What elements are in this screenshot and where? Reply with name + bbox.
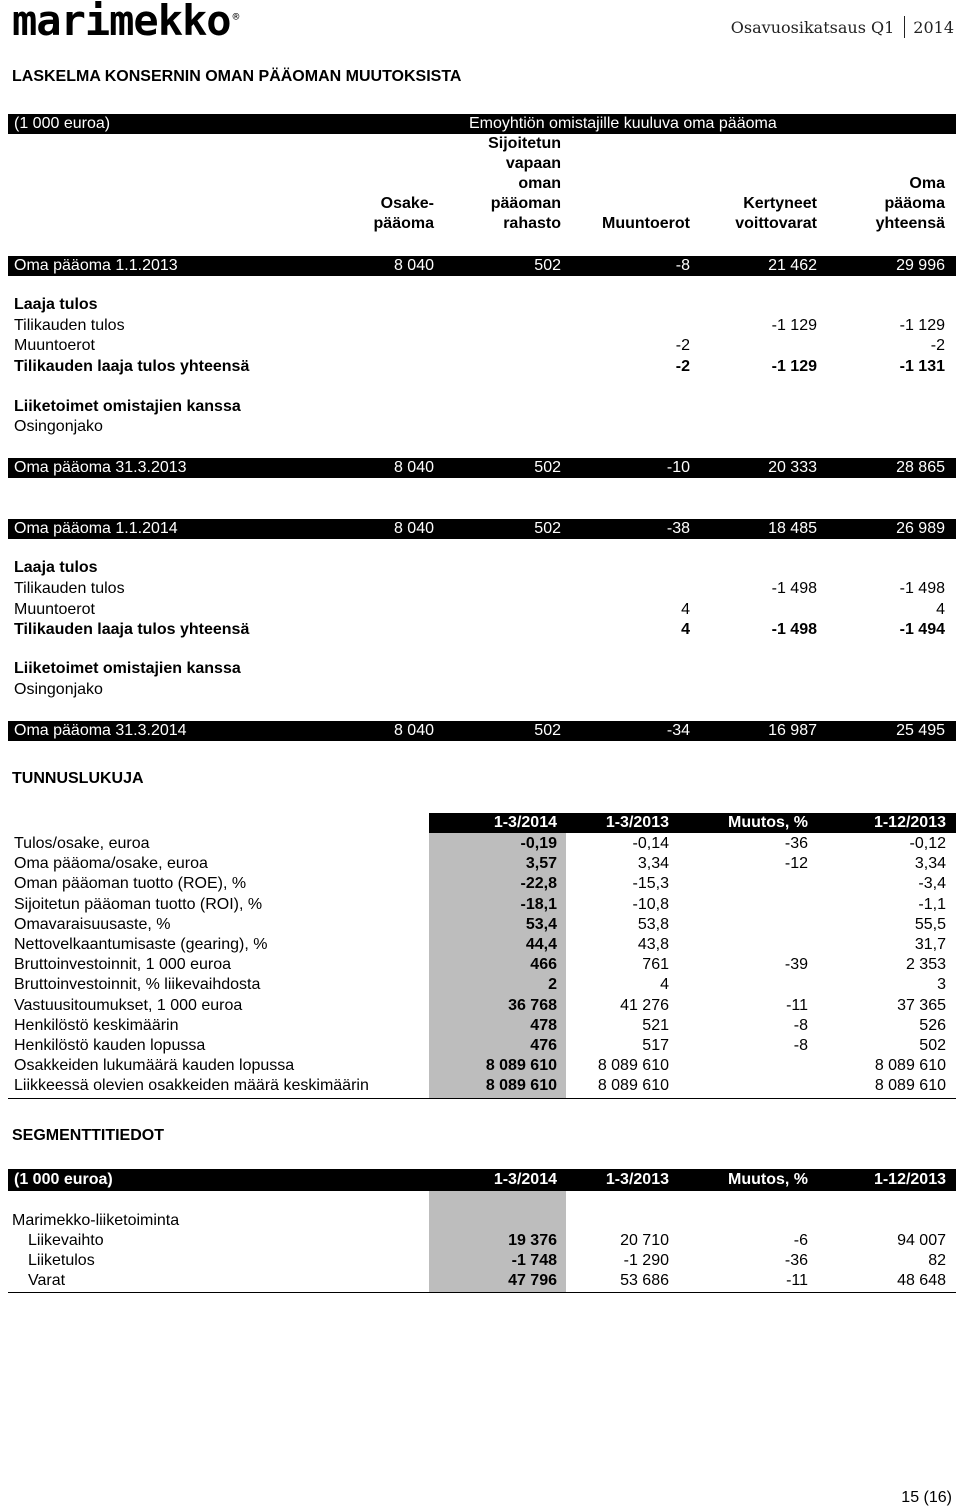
page-number: 15 (16) — [901, 1489, 952, 1506]
report-name: Osavuosikatsaus Q1 — [730, 18, 895, 37]
equity-group-header: Emoyhtiön omistajille kuuluva oma pääoma — [469, 115, 777, 132]
equity-cell: -10 — [666, 459, 690, 476]
equity-cell: 4 — [681, 601, 690, 618]
kpi-cell: 3,34 — [637, 855, 669, 873]
equity-row-label: Oma pääoma 1.1.2013 — [14, 257, 178, 274]
kpi-row-label: Osakkeiden lukumäärä kauden lopussa — [14, 1057, 295, 1075]
equity-col-header-line: voittovarat — [735, 215, 817, 232]
report-year: 2014 — [913, 18, 954, 37]
kpi-cell: 44,4 — [525, 936, 557, 953]
segment-cell: 94 007 — [897, 1232, 946, 1249]
equity-row — [8, 519, 956, 539]
kpi-cell: 8 089 610 — [874, 1057, 946, 1075]
kpi-cell: -15,3 — [632, 875, 669, 893]
equity-col-header-line: Muuntoerot — [602, 215, 690, 232]
equity-col-header — [677, 194, 817, 234]
equity-cell: -1 494 — [899, 621, 945, 638]
kpi-cell: 3,57 — [525, 855, 557, 873]
equity-cell: -1 129 — [771, 358, 817, 375]
equity-col-header — [421, 134, 561, 234]
kpi-cell: 41 276 — [620, 996, 669, 1014]
segment-row-label: Liiketulos — [28, 1252, 95, 1269]
kpi-row-label: Henkilöstö kauden lopussa — [14, 1037, 206, 1054]
equity-cell: -2 — [675, 337, 690, 354]
kpi-cell: 517 — [642, 1037, 669, 1054]
segment-cell: 82 — [928, 1252, 946, 1269]
equity-unit: (1 000 euroa) — [14, 115, 111, 132]
registered-mark: ® — [232, 10, 239, 23]
segment-row — [8, 1231, 956, 1251]
equity-row-label: Tilikauden laaja tulos yhteensä — [14, 358, 250, 375]
kpi-row-label: Oma pääoma/osake, euroa — [14, 855, 208, 873]
equity-cell: -1 498 — [771, 580, 817, 597]
kpi-cell: 2 353 — [905, 956, 946, 974]
equity-row — [8, 721, 956, 741]
equity-row — [8, 295, 956, 315]
equity-col-header-line: Kertyneet — [743, 195, 817, 212]
kpi-cell: -10,8 — [632, 895, 669, 913]
kpi-cell: 53,4 — [525, 915, 557, 933]
kpi-row — [8, 996, 956, 1016]
equity-row-label: Osingonjako — [14, 681, 103, 698]
kpi-row — [8, 874, 956, 894]
kpi-bottom-rule — [8, 1098, 956, 1099]
kpi-row — [8, 895, 956, 915]
equity-cell: 502 — [534, 459, 561, 476]
equity-row-label: Tilikauden tulos — [14, 580, 125, 597]
equity-row-label: Laaja tulos — [14, 296, 98, 313]
kpi-row-label: Sijoitetun pääoman tuotto (ROI), % — [14, 895, 263, 913]
equity-cell: 8 040 — [393, 520, 434, 537]
equity-header-bar — [8, 114, 956, 134]
segment-cell: 20 710 — [620, 1232, 669, 1249]
title-divider — [904, 16, 905, 38]
kpi-row-label: Henkilöstö keskimäärin — [14, 1016, 179, 1034]
kpi-row — [8, 1076, 956, 1096]
segment-bottom-rule — [8, 1292, 956, 1293]
equity-cell: 8 040 — [393, 722, 434, 739]
kpi-cell: 761 — [642, 956, 669, 974]
kpi-cell: 31,7 — [914, 936, 946, 953]
equity-col-header — [294, 194, 434, 234]
equity-cell: 28 865 — [896, 459, 945, 476]
segment-col-header: 1-12/2013 — [873, 1171, 946, 1188]
segment-group-label: Marimekko-liiketoiminta — [12, 1212, 180, 1229]
segment-row — [8, 1251, 956, 1271]
kpi-row — [8, 975, 956, 995]
segment-cell: -6 — [793, 1232, 808, 1249]
equity-row — [8, 558, 956, 578]
segment-row-label: Varat — [28, 1272, 66, 1289]
equity-cell: 502 — [534, 722, 561, 739]
kpi-cell: 43,8 — [637, 936, 669, 953]
segment-col-header: 1-3/2014 — [493, 1171, 557, 1188]
kpi-cell: -8 — [793, 1016, 808, 1034]
equity-col-header-line: Oma — [909, 175, 945, 192]
kpi-row-label: Liikkeessä olevien osakkeiden määrä keskimäärin — [14, 1077, 369, 1095]
kpi-row-label: Nettovelkaantumisaste (gearing), % — [14, 936, 268, 953]
equity-row — [8, 397, 956, 417]
kpi-row — [8, 955, 956, 975]
equity-cell: 20 333 — [768, 459, 817, 476]
equity-cell: 16 987 — [768, 722, 817, 739]
equity-cell: 8 040 — [393, 257, 434, 274]
marimekko-logo: marimekko ® — [12, 0, 239, 45]
equity-cell: -1 129 — [899, 317, 945, 334]
equity-cell: -1 129 — [771, 317, 817, 334]
equity-row-label: Muuntoerot — [14, 601, 95, 618]
kpi-row — [8, 935, 956, 955]
kpi-cell: -0,19 — [520, 835, 557, 852]
kpi-col-header: 1-3/2013 — [605, 814, 669, 831]
equity-cell: 502 — [534, 520, 561, 537]
equity-col-header-line: rahasto — [503, 215, 561, 232]
kpi-cell: -1,1 — [918, 895, 946, 913]
kpi-row-label: Tulos/osake, euroa — [14, 835, 150, 852]
kpi-cell: 8 089 610 — [597, 1077, 669, 1095]
kpi-cell: -8 — [793, 1037, 808, 1054]
kpi-cell: 526 — [919, 1016, 946, 1034]
kpi-cell: 37 365 — [897, 996, 946, 1014]
kpi-cell: 8 089 610 — [485, 1057, 557, 1075]
segment-cell: -1 290 — [623, 1252, 669, 1269]
equity-col-header — [805, 174, 945, 234]
kpi-row-label: Vastuusitoumukset, 1 000 euroa — [14, 996, 243, 1014]
equity-cell: 502 — [534, 257, 561, 274]
kpi-cell: 2 — [548, 976, 557, 994]
segment-unit: (1 000 euroa) — [14, 1171, 113, 1188]
equity-row-label: Muuntoerot — [14, 337, 95, 354]
equity-row — [8, 680, 956, 700]
segment-col-header: 1-3/2013 — [605, 1171, 669, 1188]
kpi-cell: 4 — [660, 976, 669, 994]
equity-row-label: Osingonjako — [14, 418, 103, 435]
equity-col-header — [550, 214, 690, 234]
segment-cell: 53 686 — [620, 1272, 669, 1289]
equity-row-label: Oma pääoma 31.3.2013 — [14, 459, 187, 476]
segment-cell: 48 648 — [897, 1272, 946, 1289]
kpi-cell: 8 089 610 — [597, 1057, 669, 1075]
equity-cell: 4 — [936, 601, 945, 618]
kpi-cell: -18,1 — [520, 895, 557, 913]
equity-row — [8, 659, 956, 679]
kpi-col-header: 1-3/2014 — [493, 814, 557, 831]
kpi-title: TUNNUSLUKUJA — [12, 770, 144, 787]
equity-row — [8, 600, 956, 620]
equity-row-label: Oma pääoma 31.3.2014 — [14, 722, 187, 739]
equity-cell: -38 — [666, 520, 690, 537]
equity-col-header-line: yhteensä — [875, 215, 945, 232]
kpi-row — [8, 1016, 956, 1036]
kpi-cell: 8 089 610 — [485, 1077, 557, 1095]
equity-row — [8, 316, 956, 336]
equity-cell: -1 131 — [899, 358, 945, 375]
segment-cell: -11 — [786, 1272, 808, 1289]
segment-row-label: Liikevaihto — [28, 1232, 104, 1249]
kpi-row — [8, 1056, 956, 1076]
equity-col-header-line: Sijoitetun — [488, 135, 561, 152]
equity-col-header-line: pääoman — [490, 195, 561, 212]
kpi-cell: 55,5 — [914, 915, 946, 933]
segment-cell: 19 376 — [508, 1232, 557, 1249]
equity-col-header-line: pääoma — [884, 195, 945, 212]
equity-cell: -34 — [666, 722, 690, 739]
kpi-cell: 3,34 — [914, 855, 946, 873]
equity-row — [8, 620, 956, 640]
equity-cell: -1 498 — [771, 621, 817, 638]
equity-row-label: Tilikauden laaja tulos yhteensä — [14, 621, 250, 638]
kpi-row-label: Omavaraisuusaste, % — [14, 915, 171, 933]
kpi-cell: -39 — [784, 956, 808, 974]
equity-col-header-line: pääoma — [373, 215, 434, 232]
kpi-cell: 8 089 610 — [874, 1077, 946, 1095]
kpi-row-label: Bruttoinvestoinnit, 1 000 euroa — [14, 956, 232, 974]
equity-cell: 21 462 — [768, 257, 817, 274]
kpi-row — [8, 915, 956, 935]
report-title — [731, 16, 954, 38]
kpi-row-label: Bruttoinvestoinnit, % liikevaihdosta — [14, 976, 261, 994]
equity-row — [8, 579, 956, 599]
equity-row — [8, 256, 956, 276]
equity-row-label: Liiketoimet omistajien kanssa — [14, 398, 241, 415]
equity-cell: 8 040 — [393, 459, 434, 476]
equity-row-label: Oma pääoma 1.1.2014 — [14, 520, 178, 537]
kpi-col-header: 1-12/2013 — [873, 814, 946, 831]
kpi-row — [8, 854, 956, 874]
kpi-col-header: Muutos, % — [728, 814, 808, 831]
segment-title: SEGMENTTITIEDOT — [12, 1127, 164, 1144]
equity-row — [8, 336, 956, 356]
kpi-cell: -12 — [784, 855, 808, 873]
equity-cell: -1 498 — [899, 580, 945, 597]
equity-cell: 4 — [681, 621, 690, 638]
kpi-cell: 502 — [919, 1037, 946, 1054]
kpi-row-label: Oman pääoman tuotto (ROE), % — [14, 875, 247, 893]
equity-row-label: Liiketoimet omistajien kanssa — [14, 660, 241, 677]
equity-col-header-line: oman — [518, 175, 561, 192]
equity-cell: -2 — [930, 337, 945, 354]
kpi-cell: 476 — [530, 1037, 557, 1054]
equity-row — [8, 357, 956, 377]
segment-cell: 47 796 — [508, 1272, 557, 1289]
equity-cell: -2 — [675, 358, 690, 375]
kpi-cell: -3,4 — [918, 875, 946, 893]
segment-row — [8, 1271, 956, 1291]
kpi-row — [8, 1036, 956, 1056]
equity-cell: 18 485 — [768, 520, 817, 537]
kpi-cell: 521 — [642, 1016, 669, 1034]
kpi-cell: 36 768 — [508, 996, 557, 1014]
kpi-row — [8, 834, 956, 854]
equity-row — [8, 417, 956, 437]
kpi-cell: -0,12 — [909, 835, 946, 852]
kpi-cell: -11 — [786, 996, 808, 1014]
kpi-cell: 3 — [937, 976, 946, 994]
kpi-cell: 478 — [530, 1016, 557, 1034]
equity-row-label: Tilikauden tulos — [14, 317, 125, 334]
equity-row-label: Laaja tulos — [14, 559, 98, 576]
kpi-cell: -22,8 — [520, 875, 557, 893]
kpi-cell: -36 — [784, 835, 808, 852]
kpi-cell: -0,14 — [632, 835, 669, 852]
equity-cell: 25 495 — [896, 722, 945, 739]
equity-title: LASKELMA KONSERNIN OMAN PÄÄOMAN MUUTOKSISTA — [12, 68, 462, 85]
segment-cell: -36 — [784, 1252, 808, 1269]
equity-cell: -8 — [675, 257, 690, 274]
kpi-cell: 466 — [530, 956, 557, 974]
segment-col-header: Muutos, % — [728, 1171, 808, 1188]
segment-cell: -1 748 — [511, 1252, 557, 1269]
equity-col-header-line: vapaan — [505, 155, 561, 172]
equity-cell: 29 996 — [896, 257, 945, 274]
equity-cell: 26 989 — [896, 520, 945, 537]
equity-col-header-line: Osake- — [380, 195, 434, 212]
equity-row — [8, 458, 956, 478]
kpi-cell: 53,8 — [637, 915, 669, 933]
